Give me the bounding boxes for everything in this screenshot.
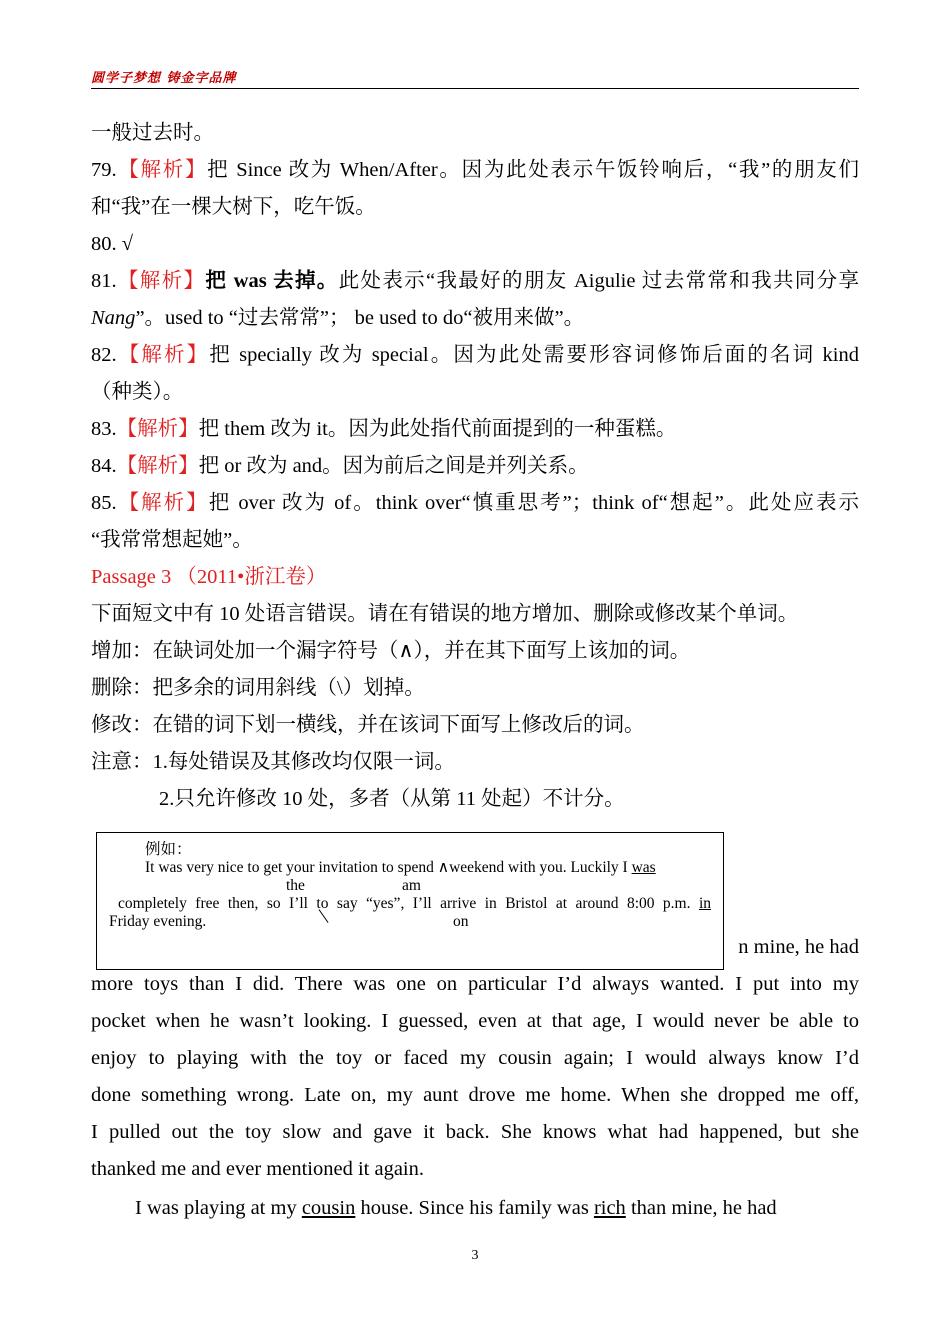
- passage-title: Passage 3 （2011•浙江卷）: [91, 566, 327, 588]
- example-label: 例如：: [145, 841, 192, 858]
- passage-line: [91, 1045, 859, 1071]
- answer-79: [91, 157, 859, 183]
- instruction-line: [91, 675, 859, 701]
- example-box: [96, 832, 724, 970]
- answer-82: [91, 342, 859, 368]
- example-line-3: Friday evening.: [109, 913, 207, 930]
- example-text: completely free then, so I’ll: [118, 895, 317, 912]
- correction-word: on: [453, 913, 469, 930]
- underlined-word: was: [631, 859, 656, 876]
- answer-line: [91, 379, 859, 405]
- answer-text: 把 specially 改为 special。因为此处需要形容词修饰后面的名词 kind: [209, 344, 859, 366]
- item-number: 85.: [91, 492, 117, 514]
- analysis-tag: 【解析】: [116, 418, 199, 440]
- passage-text: thanked me and ever mentioned it again.: [91, 1158, 425, 1180]
- item-number: 82.: [91, 344, 117, 366]
- instruction-text: 下面短文中有 10 处语言错误。请在有错误的地方增加、删除或修改某个单词。: [91, 603, 799, 625]
- analysis-tag: 【解析】: [116, 344, 210, 366]
- underlined-word: in: [698, 895, 711, 912]
- passage-line: [91, 1082, 859, 1108]
- example-text: It was very nice to get your invitation to spend: [145, 859, 438, 876]
- answer-line: [91, 305, 859, 331]
- answer-85: [91, 490, 859, 516]
- header-slogan: 圆学子梦想 铸金字品牌: [91, 71, 237, 86]
- answer-text: 和“我”在一棵大树下，吃午饭。: [91, 196, 376, 218]
- answer-text: 一般过去时。: [91, 122, 214, 144]
- answer-text: 把 or 改为 and。因为前后之间是并列关系。: [198, 455, 589, 477]
- italic-text: Nang: [91, 307, 136, 329]
- correction-word: am: [402, 877, 421, 894]
- underlined-word: cousin: [301, 1197, 356, 1219]
- answer-80: [91, 231, 859, 257]
- instruction-text: 修改：在错的词下划一横线，并在该词下面写上修改后的词。: [91, 714, 645, 736]
- insert-caret: ∧: [437, 859, 450, 876]
- answer-84: [91, 453, 859, 479]
- example-text: say “yes”, I’ll arrive in Bristol at around 8:00 p.m.: [328, 895, 699, 912]
- instruction-line: [91, 601, 859, 627]
- deleted-word: to: [316, 895, 329, 912]
- item-number: 84.: [91, 455, 117, 477]
- answer-line: [91, 194, 859, 220]
- instruction-line: [91, 749, 859, 775]
- correction-word: the: [286, 877, 305, 894]
- example-line-2: [118, 895, 711, 913]
- analysis-tag: 【解析】: [116, 270, 206, 292]
- passage-line: [91, 1156, 859, 1182]
- instruction-text: 删除：把多余的词用斜线（\）划掉。: [91, 677, 425, 699]
- passage-line: [91, 1008, 859, 1034]
- answer-text: 把 Since 改为 When/After。因为此处表示午饭铃响后，“我”的朋友们: [207, 159, 860, 181]
- answer-text: ”。used to “过去常常”； be used to do“被用来做”。: [135, 307, 585, 329]
- answer-83: [91, 416, 859, 442]
- passage-first-line: [135, 1195, 859, 1221]
- answer-text: （种类）。: [91, 381, 184, 403]
- item-number: 79.: [91, 159, 117, 181]
- passage-text: I pulled out the toy slow and gave it back. She knows what had happened, but she: [91, 1121, 859, 1143]
- item-number: 81.: [91, 270, 117, 292]
- example-text: weekend with you. Luckily I: [449, 859, 632, 876]
- answer-text: 此处表示“我最好的朋友 Aigulie 过去常常和我共同分享: [338, 270, 859, 292]
- analysis-tag: 【解析】: [116, 492, 209, 514]
- page-number: 3: [471, 1248, 479, 1263]
- answer-81: [91, 268, 859, 294]
- passage-heading: [91, 564, 859, 590]
- instruction-line: [91, 786, 859, 812]
- answer-text: 80. √: [91, 233, 134, 255]
- underlined-word: rich: [593, 1197, 626, 1219]
- analysis-tag: 【解析】: [116, 159, 208, 181]
- bold-text: 把 was 去掉。: [205, 270, 339, 292]
- instruction-text: 注意：1.每处错误及其修改均仅限一词。: [91, 751, 455, 773]
- passage-text: than mine, he had: [625, 1197, 777, 1219]
- example-line-1: [145, 859, 656, 877]
- answer-line: [91, 527, 859, 553]
- passage-line: [91, 1119, 859, 1145]
- instruction-text: 增加：在缺词处加一个漏字符号（∧），并在其下面写上该加的词。: [91, 640, 691, 662]
- item-number: 83.: [91, 418, 117, 440]
- passage-text: enjoy to playing with the toy or faced my cousin again; I would always know I’d: [91, 1047, 859, 1069]
- answer-line: [91, 120, 859, 146]
- analysis-tag: 【解析】: [116, 455, 199, 477]
- passage-line: [91, 971, 859, 997]
- passage-text: done something wrong. Late on, my aunt drove me home. When she dropped me off,: [91, 1084, 859, 1106]
- answer-text: 把 over 改为 of。think over“慎重思考”；think of“想起”。此处应表示: [208, 492, 860, 514]
- passage-text: more toys than I did. There was one on particular I’d always wanted. I put into my: [91, 973, 859, 995]
- passage-text: house. Since his family was: [355, 1197, 594, 1219]
- instruction-text: 2.只允许修改 10 处，多者（从第 11 处起）不计分。: [159, 788, 625, 810]
- instruction-line: [91, 638, 859, 664]
- passage-text: I was playing at my: [135, 1197, 302, 1219]
- passage-text: n mine, he had: [738, 936, 859, 958]
- passage-text: pocket when he wasn’t looking. I guessed, even at that age, I would never be able to: [91, 1010, 859, 1032]
- instruction-line: [91, 712, 859, 738]
- page-header: [91, 64, 859, 89]
- answer-text: “我常常想起她”。: [91, 529, 253, 551]
- answer-text: 把 them 改为 it。因为此处指代前面提到的一种蛋糕。: [198, 418, 677, 440]
